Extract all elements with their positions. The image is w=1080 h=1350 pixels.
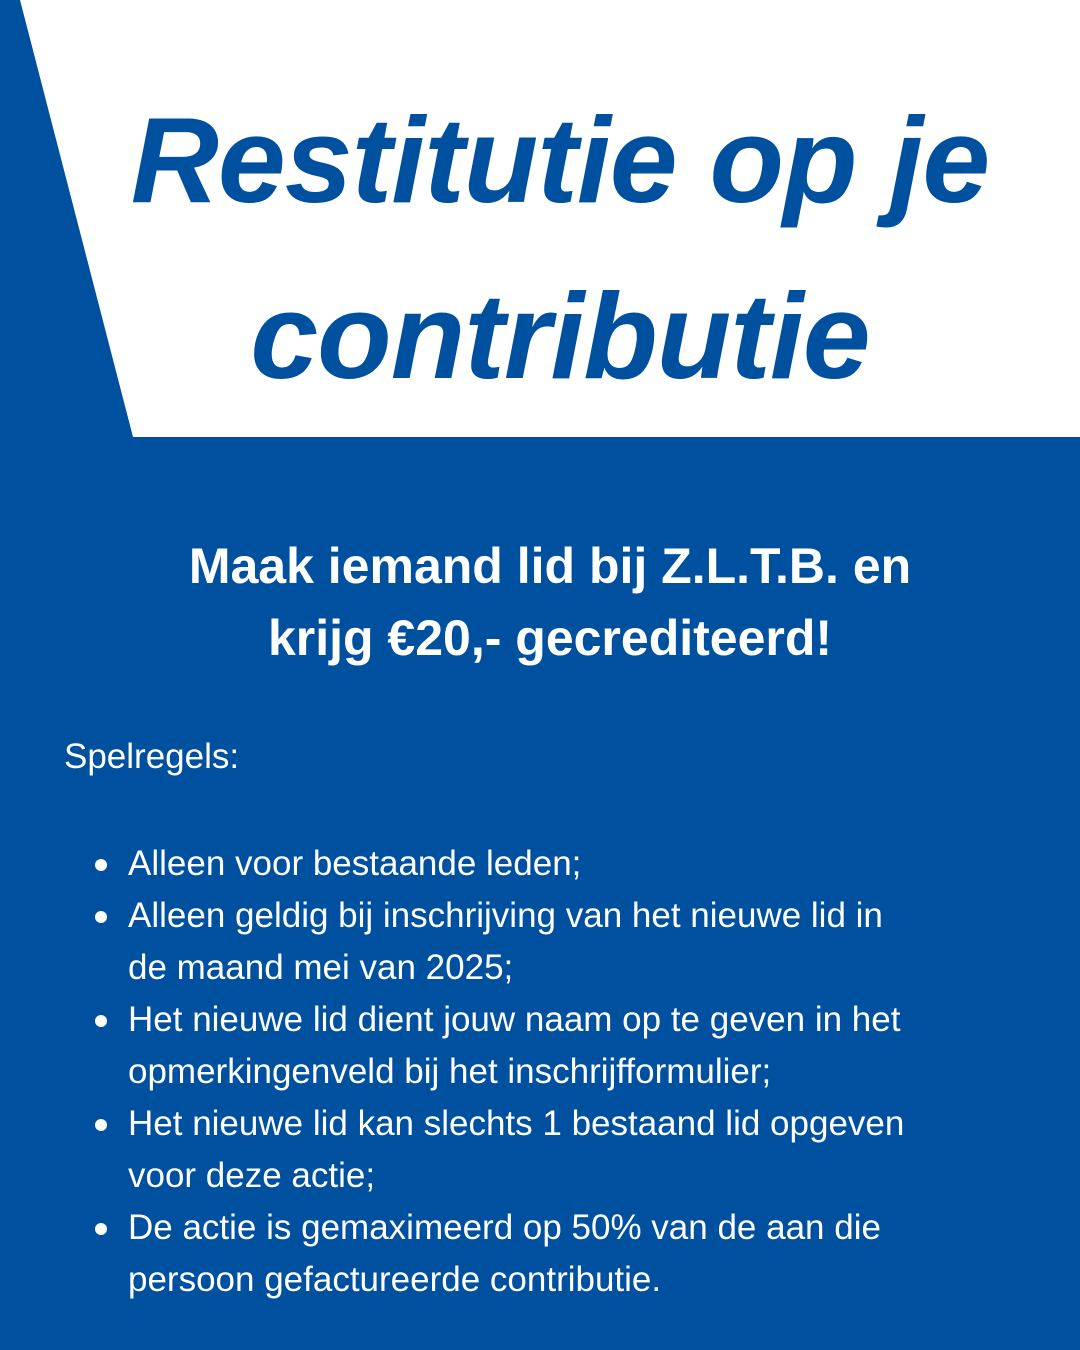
- list-item: [128, 994, 1028, 1098]
- rule-line: opmerkingenveld bij het inschrijfformulier;: [128, 1052, 772, 1091]
- subtitle: [60, 530, 1040, 674]
- bullet-icon: [95, 1119, 107, 1131]
- list-item: [128, 838, 1028, 890]
- rule-line: Alleen geldig bij inschrijving van het nieuwe lid in: [128, 896, 883, 935]
- bullet-icon: [95, 911, 107, 923]
- rule-line: Alleen voor bestaande leden;: [128, 844, 582, 883]
- list-item: [128, 1202, 1028, 1306]
- rules-heading: Spelregels:: [64, 737, 240, 776]
- subtitle-line-1: Maak iemand lid bij Z.L.T.B. en: [188, 538, 912, 594]
- rules-list: [128, 838, 1028, 1306]
- list-item: [128, 1098, 1028, 1202]
- bullet-icon: [95, 859, 107, 871]
- bullet-icon: [95, 1223, 107, 1235]
- bullet-icon: [95, 1015, 107, 1027]
- page-title: [0, 72, 1080, 424]
- list-item: [128, 890, 1028, 994]
- rule-line: voor deze actie;: [128, 1156, 376, 1195]
- title-line-1: Restitutie op je: [130, 92, 990, 228]
- rule-line: Het nieuwe lid kan slechts 1 bestaand lid opgeven: [128, 1104, 905, 1143]
- rule-line: De actie is gemaximeerd op 50% van de aan die: [128, 1208, 881, 1247]
- rule-line: persoon gefactureerde contributie.: [128, 1260, 662, 1299]
- rule-line: Het nieuwe lid dient jouw naam op te geven in het: [128, 1000, 901, 1039]
- subtitle-line-2: krijg €20,- gecrediteerd!: [267, 610, 833, 666]
- title-line-2: contributie: [250, 268, 870, 404]
- rule-line: de maand mei van 2025;: [128, 948, 514, 987]
